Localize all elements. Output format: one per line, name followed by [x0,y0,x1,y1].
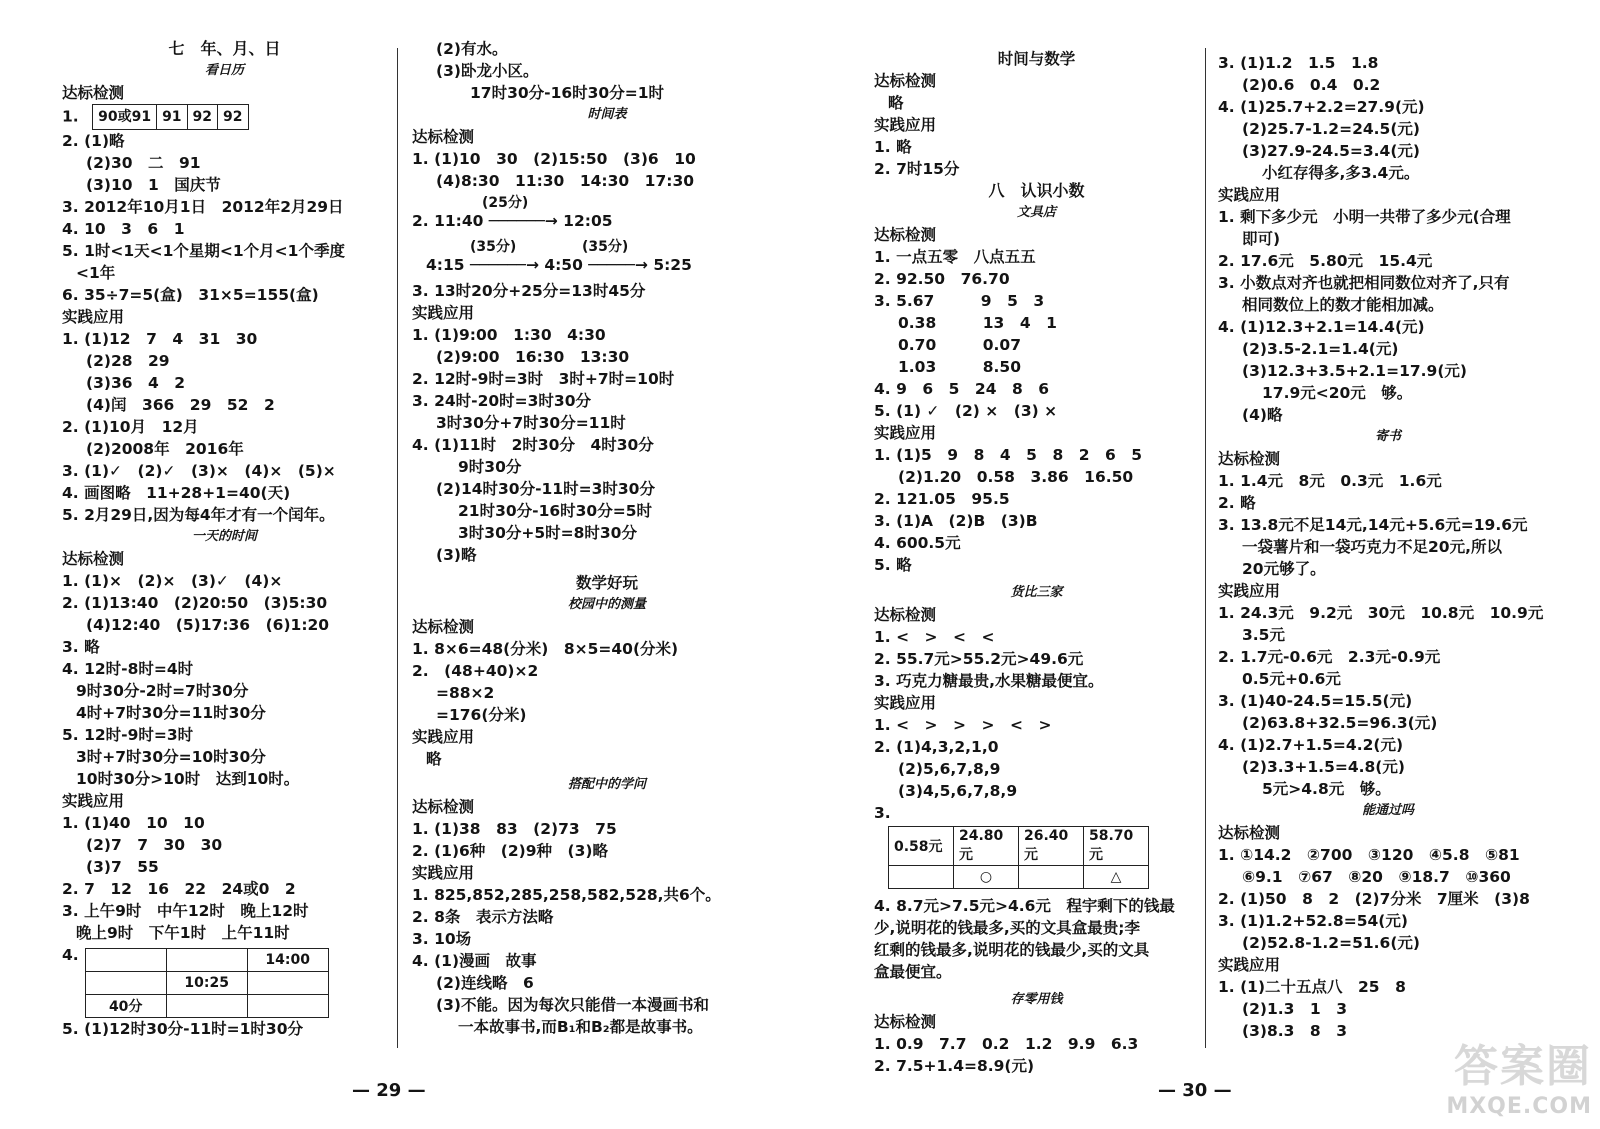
answer-line: 3. 13时20分+25分=13时45分 [412,282,646,300]
section-heading: 达标检测 [412,798,475,816]
watermark [1446,1030,1592,1119]
section-heading: 达标检测 [62,550,125,568]
answer-line: 2. (48+40)×2 [412,662,539,680]
answer-line: 3时+7时30分=10时30分 [76,748,266,766]
answer-line: (4)8:30 11:30 14:30 17:30 [436,172,695,190]
answer-line: ⑥9.1 ⑦67 ⑧20 ⑨18.7 ⑩360 [1242,868,1511,886]
column-4 [1218,52,1558,1042]
price-cell: 24.80元 [954,827,1019,866]
answer-boxes [92,104,248,130]
answer-line: 1. (1)5 9 8 4 5 8 2 6 5 [874,446,1143,464]
answer-line: (2)25.7-1.2=24.5(元) [1242,120,1420,138]
answer-line: (4)略 [1242,406,1283,424]
section-heading: 实践应用 [62,792,125,810]
answer-line: 2. 8条 表示方法略 [412,908,554,926]
answer-line: (3)12.3+3.5+2.1=17.9(元) [1242,362,1467,380]
answer-line: (3)7 55 [86,858,159,876]
section-heading: 实践应用 [874,116,937,134]
section-heading: 达标检测 [412,128,475,146]
section-heading: 实践应用 [1218,956,1281,974]
answer-line: 5. 12时-9时=3时 [62,726,194,744]
time-grid [85,948,329,1018]
answer-line: (2)7 7 30 30 [86,836,223,854]
answer-line: (2)2008年 2016年 [86,440,244,458]
mark-cell [1019,866,1084,889]
timeline-text: 4:15 ──────→ 4:50 ─────→ 5:25 [426,256,692,274]
section-heading: 实践应用 [1218,582,1281,600]
answer-line: 5元>4.8元 够。 [1262,780,1391,798]
answer-line: (3)10 1 国庆节 [86,176,221,194]
section-heading: 实践应用 [412,728,475,746]
answer-line: 5. 1时<1天<1个星期<1个月<1个季度 [62,242,345,260]
section-heading: 达标检测 [874,226,937,244]
answer-line: 1. (1)二十五点八 25 8 [1218,978,1406,996]
answer-line: 1. 1.4元 8元 0.3元 1.6元 [1218,472,1442,490]
lesson-title: 货比三家 [1010,585,1063,600]
answer-line: (3)36 4 2 [86,374,186,392]
mark-cell: △ [1084,866,1149,889]
answer-line: 10时30分>10时 达到10时。 [76,770,300,788]
lesson-title: 寄书 [1374,429,1401,444]
answer-line: 3. 上午9时 中午12时 晚上12时 [62,902,309,920]
section-heading: 达标检测 [1218,450,1281,468]
lesson-title: 搭配中的学问 [567,777,646,792]
answer-line: 3. (1)40-24.5=15.5(元) [1218,692,1413,710]
answer-line: 3. 小数点对齐也就把相同数位对齐了,只有 [1218,274,1510,292]
answer-line: 0.38 13 4 1 [898,314,1057,332]
answer-line: 5. (1)12时30分-11时=1时30分 [62,1020,304,1038]
answer-line: 4. 8.7元>7.5元>4.6元 程宇剩下的钱最 [874,897,1175,915]
duration-label: (35分) [582,239,629,255]
question-1 [62,104,387,130]
answer-line: 3时30分+7时30分=11时 [436,414,626,432]
answer-line: (2)28 29 [86,352,170,370]
lesson-title: 一天的时间 [191,529,257,544]
column-2 [412,38,802,1038]
answer-line: 4. (1)2.7+1.5=4.2(元) [1218,736,1404,754]
section-heading: 达标检测 [874,1013,937,1031]
answer-line: (2)30 二 91 [86,154,201,172]
answer-line: 1. < > < < [874,628,995,646]
answer-line: (2)52.8-1.2=51.6(元) [1242,934,1420,952]
answer-line: (2)1.20 0.58 3.86 16.50 [898,468,1134,486]
section-heading: 达标检测 [874,606,937,624]
answer-line: 3. 10场 [412,930,472,948]
answer-line: 1. 一点五零 八点五五 [874,248,1036,266]
lesson-title: 能通过吗 [1361,803,1414,818]
answer-line: 2. (1)略 [62,132,125,150]
question-4 [62,946,387,1018]
watermark-logo-text: 答案圈 [1454,1041,1592,1092]
answer-line: 4. 600.5元 [874,534,961,552]
chapter-title: 七 年、月、日 [168,39,281,58]
grid-cell [85,949,166,972]
answer-line: (3)27.9-24.5=3.4(元) [1242,142,1420,160]
answer-line: (2)1.3 1 3 [1242,1000,1347,1018]
lesson-title: 时间表 [587,107,627,122]
answer-line: 0.5元+0.6元 [1242,670,1341,688]
answer-line: 4. (1)25.7+2.2=27.9(元) [1218,98,1425,116]
answer-line: 1. (1)38 83 (2)73 75 [412,820,617,838]
timeline-2a [412,192,802,236]
answer-line: 9时30分 [458,458,522,476]
answer-line: 2. 7.5+1.4=8.9(元) [874,1057,1035,1075]
question-number: 4. [62,946,79,964]
answer-line: 2. 121.05 95.5 [874,490,1010,508]
column-3 [874,48,1199,1077]
question-number: 1. [62,107,79,126]
answer-line: 略 [426,750,442,768]
answer-line: 1. 略 [874,138,912,156]
grid-cell [247,972,328,995]
answer-line: 17时30分-16时30分=1时 [470,84,664,102]
answer-line: 3. 13.8元不足14元,14元+5.6元=19.6元 [1218,516,1528,534]
section-title: 数学好玩 [575,574,638,592]
answer-line: 3. 2012年10月1日 2012年2月29日 [62,198,344,216]
answer-line: 一袋薯片和一袋巧克力不足20元,所以 [1242,538,1502,556]
timeline-text: 2. 11:40 ──────→ 12:05 [412,212,613,230]
grid-cell: 10:25 [166,972,247,995]
section-heading: 实践应用 [412,304,475,322]
answer-line: 红剩的钱最多,说明花的钱最少,买的文具 [874,941,1150,959]
duration-label: (25分) [482,195,529,211]
answer-line: 4. (1)12.3+2.1=14.4(元) [1218,318,1425,336]
price-cell: 26.40元 [1019,827,1084,866]
section-heading: 实践应用 [412,864,475,882]
answer-line: 4. 12时-8时=4时 [62,660,194,678]
duration-label: (35分) [470,239,517,255]
answer-line: 2. 7 12 16 22 24或0 2 [62,880,296,898]
grid-cell: 40分 [85,995,166,1018]
answer-line: 小红存得多,多3.4元。 [1262,164,1420,182]
answer-line: 3. (1)1.2 1.5 1.8 [1218,54,1379,72]
answer-line: <1年 [76,264,116,282]
lesson-title: 存零用钱 [1010,992,1063,1007]
answer-line: 少,说明花的钱最多,买的文具盒最贵;李 [874,919,1140,937]
answer-line: 1. 24.3元 9.2元 30元 10.8元 10.9元 [1218,604,1544,622]
answer-line: 2. (1)13:40 (2)20:50 (3)5:30 [62,594,328,612]
answer-line: (2)有水。 [436,40,508,58]
answer-line: (2)3.5-2.1=1.4(元) [1242,340,1399,358]
answer-line: 3. (1)1.2+52.8=54(元) [1218,912,1408,930]
answer-line: 2. 1.7元-0.6元 2.3元-0.9元 [1218,648,1441,666]
answer-line: 2. 略 [1218,494,1256,512]
timeline-2b [412,236,802,280]
answer-line: 3时30分+5时=8时30分 [458,524,637,542]
answer-line: (2)5,6,7,8,9 [898,760,1001,778]
answer-line: 1. (1)12 7 4 31 30 [62,330,258,348]
grid-cell [247,995,328,1018]
mark-cell: ○ [954,866,1019,889]
answer-line: 5. 2月29日,因为每4年才有一个闰年。 [62,506,335,524]
watermark-url: MXQE.COM [1446,1094,1592,1119]
answer-line: 5. 略 [874,556,912,574]
answer-line: 0.70 0.07 [898,336,1021,354]
answer-line: 3. 24时-20时=3时30分 [412,392,591,410]
answer-line: =176(分米) [436,706,527,724]
answer-line: 1. (1)10 30 (2)15:50 (3)6 10 [412,150,696,168]
answer-line: 3.5元 [1242,626,1285,644]
answer-line: 1. (1)9:00 1:30 4:30 [412,326,606,344]
answer-line: 2. 92.50 76.70 [874,270,1010,288]
answer-line: (2)0.6 0.4 0.2 [1242,76,1381,94]
answer-line: 2. (1)50 8 2 (2)7分米 7厘米 (3)8 [1218,890,1530,908]
section-heading: 达标检测 [1218,824,1281,842]
answer-line: 1. 0.9 7.7 0.2 1.2 9.9 6.3 [874,1035,1139,1053]
section-heading: 实践应用 [62,308,125,326]
answer-line: 4. (1)11时 2时30分 4时30分 [412,436,654,454]
answer-box: 92 [218,105,248,130]
grid-cell [166,949,247,972]
answer-line: 17.9元<20元 够。 [1262,384,1413,402]
answer-line: (4)12:40 (5)17:36 (6)1:20 [86,616,330,634]
answer-line: 3. 5.67 9 5 3 [874,292,1045,310]
answer-line: (2)3.3+1.5=4.8(元) [1242,758,1405,776]
answer-line: 3. 巧克力糖最贵,水果糖最便宜。 [874,672,1104,690]
answer-line: 一本故事书,而B₁和B₂都是故事书。 [458,1018,703,1036]
answer-line: (3)8.3 8 3 [1242,1022,1347,1040]
answer-line: (2)9:00 16:30 13:30 [436,348,630,366]
column-divider-right [1205,48,1206,1048]
lesson-title: 文具店 [1016,205,1056,220]
column-1 [62,38,387,1040]
grid-cell: 14:00 [247,949,328,972]
grid-cell [85,972,166,995]
chapter-title: 八 认识小数 [988,181,1085,200]
answer-line: 4. (1)漫画 故事 [412,952,537,970]
answer-line: 4. 9 6 5 24 8 6 [874,380,1050,398]
answer-box: 92 [187,105,217,130]
answer-line: 1. 剩下多少元 小明一共带了多少元(合理 [1218,208,1511,226]
answer-line: 21时30分-16时30分=5时 [458,502,652,520]
answer-line: (3)不能。因为每次只能借一本漫画书和 [436,996,709,1014]
answer-line: 1.03 8.50 [898,358,1021,376]
section-title: 时间与数学 [997,50,1076,68]
section-heading: 实践应用 [874,424,937,442]
answer-line: 即可) [1242,230,1281,248]
answer-line: (2)连线略 6 [436,974,534,992]
answer-line: 1. < > > > < > [874,716,1052,734]
answer-line: 6. 35÷7=5(盒) 31×5=155(盒) [62,286,319,304]
answer-line: 4. 10 3 6 1 [62,220,185,238]
section-heading: 实践应用 [1218,186,1281,204]
answer-line: 2. 55.7元>55.2元>49.6元 [874,650,1084,668]
section-heading: 达标检测 [412,618,475,636]
answer-line: 2. (1)4,3,2,1,0 [874,738,999,756]
page-number-left: — 29 — [352,1080,426,1101]
answer-line: 1. (1)40 10 10 [62,814,205,832]
answer-box: 90或91 [93,105,157,130]
answer-line: 3. (1)A (2)B (3)B [874,512,1038,530]
column-divider-left [397,48,398,1048]
answer-line: (4)闰 366 29 52 2 [86,396,275,414]
answer-line: 4时+7时30分=11时30分 [76,704,266,722]
page-number-right: — 30 — [1158,1080,1232,1101]
answer-line: 略 [888,94,904,112]
answer-line: 2. 12时-9时=3时 3时+7时=10时 [412,370,675,388]
answer-line: 4. 画图略 11+28+1=40(天) [62,484,291,502]
answer-line: (2)63.8+32.5=96.3(元) [1242,714,1438,732]
answer-box: 91 [157,105,187,130]
answer-line: 1. (1)× (2)× (3)✓ (4)× [62,572,283,590]
answer-line: =88×2 [436,684,495,702]
answer-line: 1. 8×6=48(分米) 8×5=40(分米) [412,640,679,658]
section-heading: 达标检测 [62,84,125,102]
mark-cell [889,866,954,889]
answer-line: 5. (1) ✓ (2) × (3) × [874,402,1058,420]
answer-line: 1. 825,852,285,258,582,528,共6个。 [412,886,721,904]
price-cell: 0.58元 [889,827,954,866]
answer-line: 盒最便宜。 [874,963,952,981]
answer-line: 2. (1)6种 (2)9种 (3)略 [412,842,608,860]
answer-line: 3. [874,804,891,822]
answer-line: 2. (1)10月 12月 [62,418,199,436]
section-heading: 达标检测 [874,72,937,90]
answer-line: 1. ①14.2 ②700 ③120 ④5.8 ⑤81 [1218,846,1520,864]
lesson-title: 看日历 [204,63,244,78]
section-heading: 实践应用 [874,694,937,712]
answer-line: (3)4,5,6,7,8,9 [898,782,1018,800]
answer-line: 2. 17.6元 5.80元 15.4元 [1218,252,1433,270]
price-table [888,826,1149,889]
lesson-title: 校园中的测量 [567,597,646,612]
answer-line: 3. 略 [62,638,100,656]
answer-line: 20元够了。 [1242,560,1326,578]
answer-line: 2. 7时15分 [874,160,960,178]
answer-line: 相同数位上的数才能相加减。 [1242,296,1444,314]
answer-line: 3. (1)✓ (2)✓ (3)× (4)× (5)× [62,462,336,480]
answer-line: (2)14时30分-11时=3时30分 [436,480,655,498]
price-cell: 58.70元 [1084,827,1149,866]
answer-line: (3)略 [436,546,477,564]
grid-cell [166,995,247,1018]
answer-line: (3)卧龙小区。 [436,62,539,80]
answer-line: 晚上9时 下午1时 上午11时 [76,924,290,942]
answer-line: 9时30分-2时=7时30分 [76,682,249,700]
